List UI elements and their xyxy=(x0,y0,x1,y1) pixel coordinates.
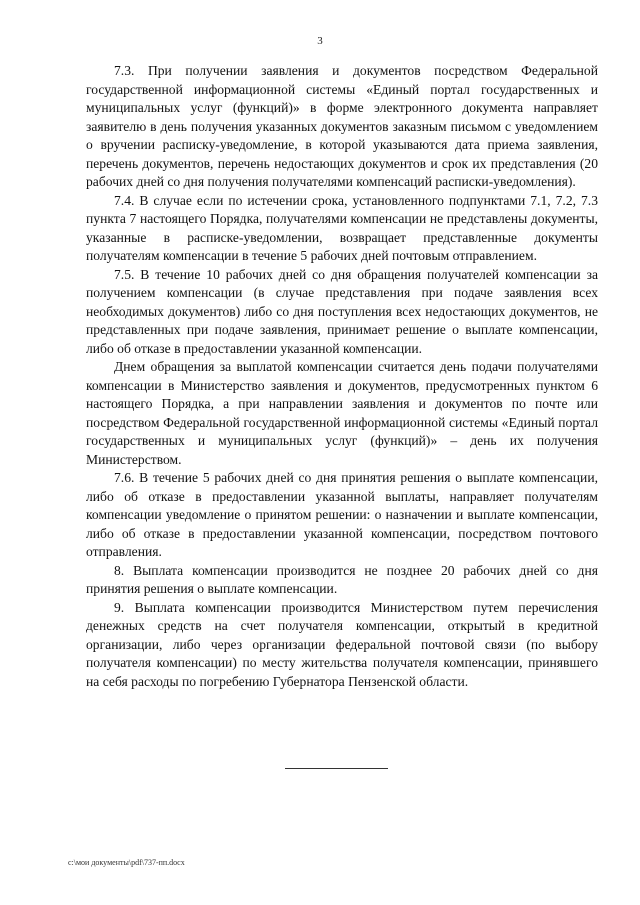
paragraph-7-6: 7.6. В течение 5 рабочих дней со дня принятия решения о выплате компенсации, либо об отказе в предоставлении указанной выплаты, направляет получателям компенсации уведомление о принятом решении: о назначении и выплате компенсации, либо об отказе в предоставлении указанной компенсации, посредством почтового отправления. xyxy=(86,470,598,559)
paragraph-7-4: 7.4. В случае если по истечении срока, установленного подпунктами 7.1, 7.2, 7.3 пункта 7 настоящего Порядка, получателями компенсации не представлены документы, указанные в расписке-уведомлении, возвращает представленные документы получателям компенсации в течение 5 рабочих дней почтовым отправлением. xyxy=(86,192,598,263)
end-separator-line xyxy=(285,768,388,769)
page-number: 3 xyxy=(317,35,323,47)
paragraph-filing-date: Днем обращения за выплатой компенсации считается день подачи получателями компенсации в Министерство заявления и документов, предусмотренных пунктом 6 настоящего Порядка, а при направлении заявления и документов по почте или посредством Федеральной государственной информационной системы «Единый портал государственных и муниципальных услуг (функций)» – день их получения Министерством. xyxy=(86,359,598,467)
paragraph-8: 8. Выплата компенсации производится не позднее 20 рабочих дней со дня принятия решения о выплате компенсации. xyxy=(86,562,598,596)
document-body xyxy=(86,62,598,691)
paragraph-7-3: 7.3. При получении заявления и документов посредством Федеральной государственной информационной системы «Единый портал государственных и муниципальных услуг (функций)» в форме электронного документа направляет заявителю в день получения указанных документов заказным письмом с уведомлением о вручении расписку-уведомление, в которой указываются дата приема заявления, перечень документов, перечень недостающих документов и срок их представления (20 рабочих дней со дня получения получателями компенсаций расписки-уведомления). xyxy=(86,63,598,189)
footer-file-path: c:\мои документы\pdf\737-пп.docx xyxy=(68,858,185,867)
paragraph-7-5: 7.5. В течение 10 рабочих дней со дня обращения получателей компенсации за получением компенсации (в случае представления при подаче заявления всех необходимых документов) либо со дня поступления всех недостающих документов, не представленных при подаче заявления, принимает решение о выплате компенсации, либо об отказе в предоставлении указанной компенсации. xyxy=(86,266,598,356)
paragraph-9: 9. Выплата компенсации производится Министерством путем перечисления денежных средств на счет получателя компенсации, открытый в кредитной организации, либо через организации федеральной почтовой связи (по выбору получателя компенсации) по месту жительства получателя компенсации, принявшего на себя расходы по погребению Губернатора Пензенской области. xyxy=(86,599,598,689)
